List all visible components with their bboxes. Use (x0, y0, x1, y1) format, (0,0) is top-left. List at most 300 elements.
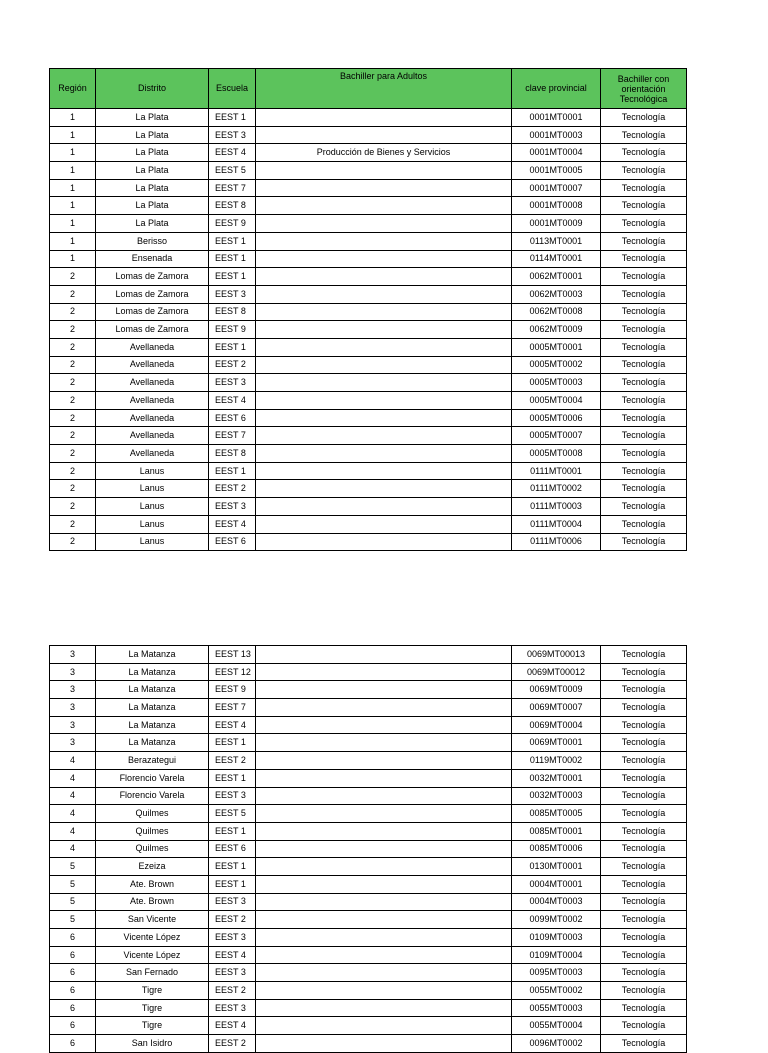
cell-clave: 0085MT0005 (512, 805, 601, 823)
table-row (50, 268, 687, 286)
cell-orientacion: Tecnología (601, 769, 687, 787)
table-row (50, 480, 687, 498)
cell-adultos (256, 321, 512, 339)
cell-clave: 0001MT0001 (512, 109, 601, 127)
cell-clave: 0085MT0001 (512, 822, 601, 840)
cell-adultos (256, 752, 512, 770)
table-row (50, 445, 687, 463)
cell-adultos (256, 840, 512, 858)
table-row (50, 392, 687, 410)
cell-escuela: EEST 3 (209, 787, 256, 805)
table-2-body (50, 646, 687, 1053)
cell-orientacion: Tecnología (601, 480, 687, 498)
table-row (50, 232, 687, 250)
cell-adultos: Producción de Bienes y Servicios (256, 144, 512, 162)
cell-clave: 0111MT0004 (512, 515, 601, 533)
cell-adultos (256, 646, 512, 664)
cell-adultos (256, 663, 512, 681)
cell-escuela: EEST 4 (209, 515, 256, 533)
cell-clave: 0111MT0003 (512, 498, 601, 516)
cell-escuela: EEST 7 (209, 179, 256, 197)
cell-clave: 0069MT0009 (512, 681, 601, 699)
cell-adultos (256, 699, 512, 717)
cell-adultos (256, 805, 512, 823)
cell-orientacion: Tecnología (601, 126, 687, 144)
cell-orientacion: Tecnología (601, 515, 687, 533)
table-row (50, 663, 687, 681)
cell-distrito: Avellaneda (96, 427, 209, 445)
table-row (50, 427, 687, 445)
cell-escuela: EEST 8 (209, 303, 256, 321)
cell-orientacion: Tecnología (601, 179, 687, 197)
cell-distrito: San Vicente (96, 911, 209, 929)
cell-distrito: Florencio Varela (96, 787, 209, 805)
cell-adultos (256, 515, 512, 533)
cell-region: 2 (50, 285, 96, 303)
cell-distrito: Berisso (96, 232, 209, 250)
cell-adultos (256, 197, 512, 215)
cell-distrito: Quilmes (96, 840, 209, 858)
cell-clave: 0032MT0001 (512, 769, 601, 787)
cell-clave: 0062MT0009 (512, 321, 601, 339)
cell-escuela: EEST 9 (209, 681, 256, 699)
table-row (50, 716, 687, 734)
table-row (50, 982, 687, 1000)
cell-region: 6 (50, 982, 96, 1000)
table-row (50, 144, 687, 162)
cell-adultos (256, 109, 512, 127)
cell-distrito: Lomas de Zamora (96, 321, 209, 339)
cell-escuela: EEST 3 (209, 285, 256, 303)
cell-clave: 0111MT0002 (512, 480, 601, 498)
cell-region: 2 (50, 409, 96, 427)
cell-region: 2 (50, 445, 96, 463)
table-row (50, 699, 687, 717)
cell-orientacion: Tecnología (601, 787, 687, 805)
cell-escuela: EEST 3 (209, 964, 256, 982)
cell-escuela: EEST 1 (209, 734, 256, 752)
cell-region: 2 (50, 480, 96, 498)
table-row (50, 498, 687, 516)
cell-distrito: La Plata (96, 215, 209, 233)
header-adultos: Bachiller para Adultos (256, 69, 512, 109)
cell-distrito: San Fernado (96, 964, 209, 982)
cell-adultos (256, 215, 512, 233)
cell-clave: 0001MT0009 (512, 215, 601, 233)
cell-escuela: EEST 8 (209, 197, 256, 215)
table-row (50, 321, 687, 339)
cell-orientacion: Tecnología (601, 681, 687, 699)
cell-adultos (256, 338, 512, 356)
cell-adultos (256, 787, 512, 805)
cell-clave: 0004MT0003 (512, 893, 601, 911)
cell-escuela: EEST 2 (209, 752, 256, 770)
cell-escuela: EEST 9 (209, 215, 256, 233)
cell-orientacion: Tecnología (601, 162, 687, 180)
cell-orientacion: Tecnología (601, 268, 687, 286)
header-escuela: Escuela (209, 69, 256, 109)
cell-clave: 0001MT0003 (512, 126, 601, 144)
cell-region: 2 (50, 392, 96, 410)
cell-orientacion: Tecnología (601, 498, 687, 516)
cell-escuela: EEST 3 (209, 374, 256, 392)
cell-escuela: EEST 6 (209, 840, 256, 858)
table-row (50, 681, 687, 699)
cell-region: 2 (50, 321, 96, 339)
cell-region: 1 (50, 215, 96, 233)
cell-clave: 0114MT0001 (512, 250, 601, 268)
cell-distrito: La Matanza (96, 734, 209, 752)
cell-adultos (256, 126, 512, 144)
cell-clave: 0096MT0002 (512, 1035, 601, 1053)
cell-region: 1 (50, 232, 96, 250)
header-region: Región (50, 69, 96, 109)
cell-escuela: EEST 4 (209, 392, 256, 410)
cell-region: 2 (50, 498, 96, 516)
cell-orientacion: Tecnología (601, 734, 687, 752)
cell-distrito: Tigre (96, 999, 209, 1017)
table-row (50, 858, 687, 876)
cell-clave: 0005MT0001 (512, 338, 601, 356)
cell-escuela: EEST 3 (209, 498, 256, 516)
cell-clave: 0062MT0001 (512, 268, 601, 286)
table-row (50, 162, 687, 180)
cell-clave: 0004MT0001 (512, 875, 601, 893)
cell-adultos (256, 964, 512, 982)
table-row (50, 752, 687, 770)
cell-distrito: Avellaneda (96, 445, 209, 463)
cell-region: 6 (50, 1035, 96, 1053)
table-row (50, 805, 687, 823)
cell-region: 1 (50, 162, 96, 180)
cell-orientacion: Tecnología (601, 646, 687, 664)
table-row (50, 840, 687, 858)
cell-orientacion: Tecnología (601, 663, 687, 681)
cell-distrito: La Matanza (96, 716, 209, 734)
cell-escuela: EEST 4 (209, 946, 256, 964)
cell-region: 2 (50, 515, 96, 533)
cell-adultos (256, 462, 512, 480)
cell-distrito: Avellaneda (96, 392, 209, 410)
cell-clave: 0085MT0006 (512, 840, 601, 858)
header-row (50, 69, 687, 109)
cell-distrito: La Plata (96, 109, 209, 127)
cell-distrito: La Plata (96, 126, 209, 144)
cell-region: 3 (50, 699, 96, 717)
cell-adultos (256, 1017, 512, 1035)
cell-clave: 0001MT0007 (512, 179, 601, 197)
table-row (50, 929, 687, 947)
table-row (50, 1035, 687, 1053)
cell-escuela: EEST 2 (209, 356, 256, 374)
cell-clave: 0069MT0007 (512, 699, 601, 717)
cell-region: 4 (50, 822, 96, 840)
cell-escuela: EEST 2 (209, 982, 256, 1000)
cell-distrito: Tigre (96, 982, 209, 1000)
cell-distrito: Lomas de Zamora (96, 303, 209, 321)
cell-adultos (256, 716, 512, 734)
cell-clave: 0111MT0001 (512, 462, 601, 480)
table-row (50, 822, 687, 840)
cell-escuela: EEST 1 (209, 338, 256, 356)
cell-adultos (256, 250, 512, 268)
cell-orientacion: Tecnología (601, 144, 687, 162)
cell-clave: 0109MT0004 (512, 946, 601, 964)
table-row (50, 462, 687, 480)
cell-orientacion: Tecnología (601, 409, 687, 427)
cell-escuela: EEST 1 (209, 858, 256, 876)
cell-distrito: La Matanza (96, 681, 209, 699)
schools-table-1 (49, 68, 687, 551)
cell-clave: 0119MT0002 (512, 752, 601, 770)
cell-distrito: Lanus (96, 480, 209, 498)
cell-escuela: EEST 4 (209, 144, 256, 162)
table-row (50, 999, 687, 1017)
cell-adultos (256, 982, 512, 1000)
table-row (50, 356, 687, 374)
cell-adultos (256, 858, 512, 876)
cell-orientacion: Tecnología (601, 893, 687, 911)
cell-adultos (256, 374, 512, 392)
cell-distrito: Ensenada (96, 250, 209, 268)
cell-distrito: Berazategui (96, 752, 209, 770)
cell-region: 2 (50, 338, 96, 356)
cell-escuela: EEST 1 (209, 822, 256, 840)
cell-distrito: Quilmes (96, 822, 209, 840)
cell-orientacion: Tecnología (601, 109, 687, 127)
cell-escuela: EEST 13 (209, 646, 256, 664)
cell-clave: 0005MT0003 (512, 374, 601, 392)
cell-clave: 0069MT0001 (512, 734, 601, 752)
cell-distrito: Lomas de Zamora (96, 285, 209, 303)
cell-escuela: EEST 1 (209, 769, 256, 787)
table-row (50, 787, 687, 805)
cell-distrito: La Plata (96, 144, 209, 162)
cell-clave: 0069MT0004 (512, 716, 601, 734)
table-row (50, 533, 687, 551)
cell-orientacion: Tecnología (601, 929, 687, 947)
table-row (50, 875, 687, 893)
cell-orientacion: Tecnología (601, 752, 687, 770)
header-distrito: Distrito (96, 69, 209, 109)
table-row (50, 893, 687, 911)
cell-escuela: EEST 2 (209, 480, 256, 498)
cell-adultos (256, 999, 512, 1017)
cell-distrito: Quilmes (96, 805, 209, 823)
cell-orientacion: Tecnología (601, 427, 687, 445)
cell-distrito: La Matanza (96, 699, 209, 717)
table-row (50, 250, 687, 268)
cell-adultos (256, 480, 512, 498)
cell-escuela: EEST 9 (209, 321, 256, 339)
cell-orientacion: Tecnología (601, 374, 687, 392)
cell-orientacion: Tecnología (601, 982, 687, 1000)
cell-region: 5 (50, 911, 96, 929)
cell-orientacion: Tecnología (601, 533, 687, 551)
cell-clave: 0032MT0003 (512, 787, 601, 805)
cell-region: 2 (50, 356, 96, 374)
cell-distrito: Ezeiza (96, 858, 209, 876)
cell-adultos (256, 427, 512, 445)
cell-region: 3 (50, 681, 96, 699)
cell-orientacion: Tecnología (601, 250, 687, 268)
cell-escuela: EEST 1 (209, 268, 256, 286)
cell-orientacion: Tecnología (601, 699, 687, 717)
header-orientacion: Bachiller con orientación Tecnológica (601, 69, 687, 109)
table-row (50, 374, 687, 392)
cell-clave: 0055MT0002 (512, 982, 601, 1000)
cell-escuela: EEST 3 (209, 999, 256, 1017)
cell-escuela: EEST 1 (209, 109, 256, 127)
cell-orientacion: Tecnología (601, 716, 687, 734)
cell-escuela: EEST 8 (209, 445, 256, 463)
cell-region: 6 (50, 946, 96, 964)
cell-escuela: EEST 1 (209, 875, 256, 893)
cell-distrito: San Isidro (96, 1035, 209, 1053)
cell-adultos (256, 533, 512, 551)
cell-orientacion: Tecnología (601, 285, 687, 303)
cell-adultos (256, 498, 512, 516)
table-row (50, 409, 687, 427)
table-row (50, 338, 687, 356)
cell-clave: 0099MT0002 (512, 911, 601, 929)
cell-adultos (256, 268, 512, 286)
cell-region: 5 (50, 858, 96, 876)
cell-adultos (256, 232, 512, 250)
cell-adultos (256, 769, 512, 787)
cell-region: 6 (50, 999, 96, 1017)
cell-clave: 0069MT00013 (512, 646, 601, 664)
cell-distrito: La Plata (96, 162, 209, 180)
cell-clave: 0062MT0003 (512, 285, 601, 303)
cell-distrito: Florencio Varela (96, 769, 209, 787)
cell-adultos (256, 1035, 512, 1053)
cell-clave: 0005MT0007 (512, 427, 601, 445)
cell-adultos (256, 392, 512, 410)
cell-clave: 0095MT0003 (512, 964, 601, 982)
cell-adultos (256, 946, 512, 964)
cell-escuela: EEST 6 (209, 533, 256, 551)
cell-clave: 0001MT0008 (512, 197, 601, 215)
cell-orientacion: Tecnología (601, 338, 687, 356)
table-row (50, 646, 687, 664)
cell-escuela: EEST 5 (209, 162, 256, 180)
table-row (50, 946, 687, 964)
cell-clave: 0055MT0003 (512, 999, 601, 1017)
cell-clave: 0113MT0001 (512, 232, 601, 250)
table-row (50, 126, 687, 144)
cell-clave: 0001MT0005 (512, 162, 601, 180)
cell-orientacion: Tecnología (601, 805, 687, 823)
cell-orientacion: Tecnología (601, 215, 687, 233)
cell-escuela: EEST 4 (209, 716, 256, 734)
cell-adultos (256, 734, 512, 752)
cell-escuela: EEST 5 (209, 805, 256, 823)
cell-escuela: EEST 3 (209, 929, 256, 947)
cell-clave: 0109MT0003 (512, 929, 601, 947)
cell-region: 3 (50, 716, 96, 734)
cell-adultos (256, 893, 512, 911)
cell-escuela: EEST 7 (209, 427, 256, 445)
cell-distrito: Avellaneda (96, 338, 209, 356)
cell-clave: 0005MT0008 (512, 445, 601, 463)
cell-region: 6 (50, 929, 96, 947)
cell-region: 1 (50, 126, 96, 144)
cell-orientacion: Tecnología (601, 964, 687, 982)
table-row (50, 179, 687, 197)
cell-distrito: La Plata (96, 197, 209, 215)
cell-region: 3 (50, 646, 96, 664)
cell-adultos (256, 875, 512, 893)
cell-distrito: Lanus (96, 533, 209, 551)
cell-escuela: EEST 1 (209, 462, 256, 480)
cell-clave: 0111MT0006 (512, 533, 601, 551)
cell-orientacion: Tecnología (601, 1035, 687, 1053)
cell-distrito: Lanus (96, 498, 209, 516)
table-row (50, 303, 687, 321)
cell-adultos (256, 356, 512, 374)
cell-orientacion: Tecnología (601, 462, 687, 480)
cell-orientacion: Tecnología (601, 197, 687, 215)
cell-orientacion: Tecnología (601, 822, 687, 840)
table-row (50, 109, 687, 127)
cell-clave: 0005MT0002 (512, 356, 601, 374)
cell-clave: 0062MT0008 (512, 303, 601, 321)
cell-region: 2 (50, 533, 96, 551)
table-row (50, 734, 687, 752)
table-row (50, 197, 687, 215)
cell-distrito: Avellaneda (96, 409, 209, 427)
cell-orientacion: Tecnología (601, 356, 687, 374)
cell-region: 2 (50, 303, 96, 321)
cell-region: 2 (50, 268, 96, 286)
cell-region: 2 (50, 462, 96, 480)
table-row (50, 1017, 687, 1035)
cell-escuela: EEST 12 (209, 663, 256, 681)
cell-escuela: EEST 3 (209, 126, 256, 144)
table-row (50, 215, 687, 233)
cell-distrito: La Matanza (96, 663, 209, 681)
cell-region: 3 (50, 734, 96, 752)
cell-escuela: EEST 7 (209, 699, 256, 717)
table-row (50, 515, 687, 533)
cell-region: 4 (50, 769, 96, 787)
cell-clave: 0055MT0004 (512, 1017, 601, 1035)
table-row (50, 964, 687, 982)
cell-adultos (256, 929, 512, 947)
cell-distrito: Lanus (96, 462, 209, 480)
cell-escuela: EEST 3 (209, 893, 256, 911)
cell-orientacion: Tecnología (601, 840, 687, 858)
cell-escuela: EEST 2 (209, 911, 256, 929)
table-row (50, 285, 687, 303)
cell-distrito: La Plata (96, 179, 209, 197)
cell-clave: 0130MT0001 (512, 858, 601, 876)
cell-region: 1 (50, 179, 96, 197)
cell-adultos (256, 285, 512, 303)
table-1-body (50, 109, 687, 551)
cell-region: 6 (50, 964, 96, 982)
cell-region: 4 (50, 787, 96, 805)
cell-orientacion: Tecnología (601, 999, 687, 1017)
cell-clave: 0001MT0004 (512, 144, 601, 162)
schools-table-2 (49, 645, 687, 1053)
table-row (50, 769, 687, 787)
cell-region: 2 (50, 374, 96, 392)
cell-distrito: Lomas de Zamora (96, 268, 209, 286)
cell-distrito: Ate. Brown (96, 893, 209, 911)
cell-distrito: Ate. Brown (96, 875, 209, 893)
